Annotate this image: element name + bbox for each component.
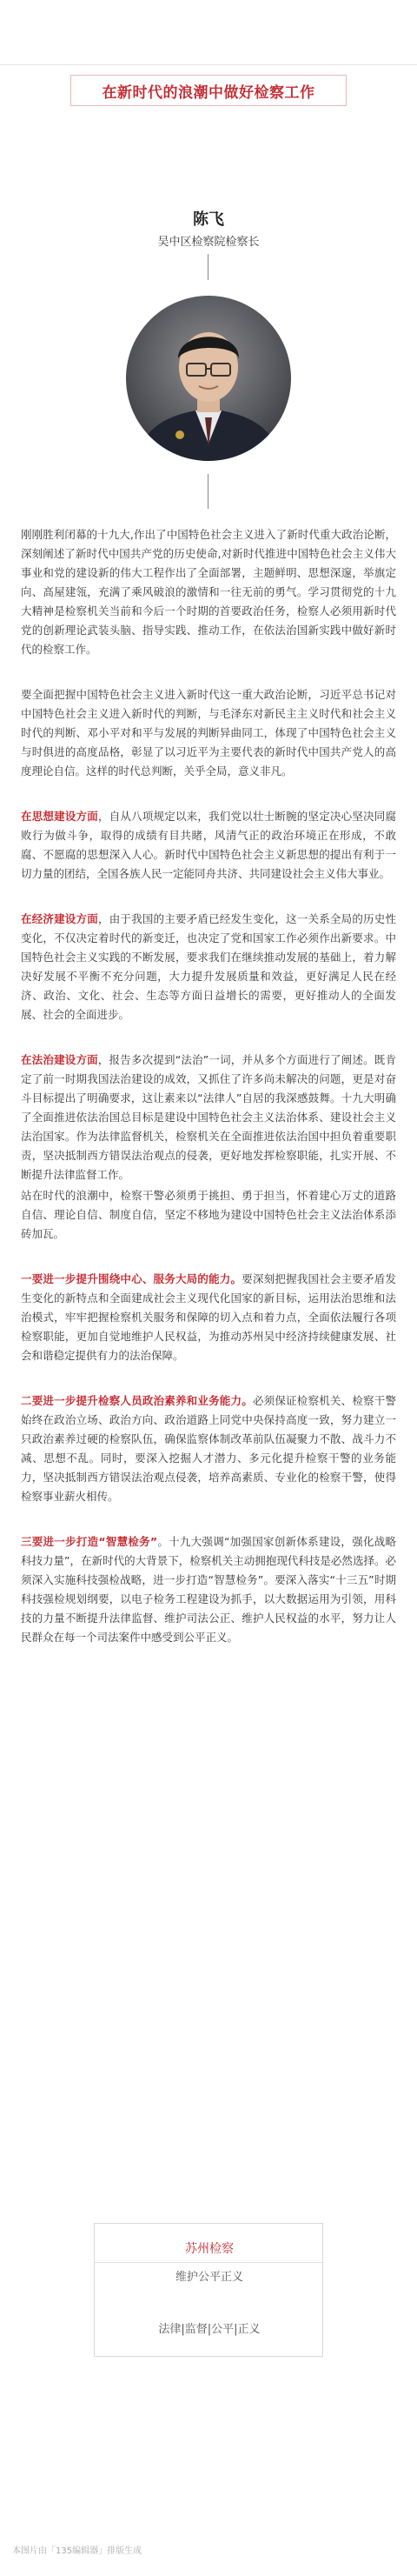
section-lead: 在法治建设方面 [21,1053,98,1066]
portrait-illustration [126,296,291,461]
paragraph-ideology: 在思想建设方面，自从八项规定以来，我们党以壮士断腕的坚定决心坚决同腐败行为做斗争，取得的成绩有目共睹，风清气正的政治环境正在形成，不敢腐、不愿腐的思想深入人心。新时代中国特色社会主义新思想的提出有利于一切力量的团结，全国各族人民一定能同舟共济、共同建设社会主义伟大事业。 [21,810,396,880]
article-body [21,525,396,1673]
paragraph-commitment: 站在时代的浪潮中，检察干警必须勇于挑担、勇于担当，怀着建心万丈的道路自信、理论自信、制度自信，坚定不移地为建设中国特色社会主义法治体系添砖加瓦。 [21,1189,396,1240]
portrait-photo-icon [126,296,291,461]
section-lead: 二要进一步提升检察人员政治素养和业务能力。 [21,1394,253,1407]
section-lead: 在思想建设方面 [21,810,98,823]
paragraph-economy: 在经济建设方面，由于我国的主要矛盾已经发生变化，这一关系全局的历史性变化，不仅决定着时代的新变迁，也决定了党和国家工作必须作出新要求。中国特色社会主义实践的不断发展，要求我们在继续推动发展的基础上，着力解决好发展不平衡不充分问题，大力提升发展质量和效益，更好满足人民在经济、政治、文化、社会、生态等方面日益增长的需要，更好推动人的全面发展、社会的全面进步。 [21,912,396,1021]
author-position: 吴中区检察院检察长 [157,236,260,249]
section-lead: 三要进一步打造“智慧检务” [21,1535,158,1548]
editor-credit: 本图片由「135编辑器」排版生成 [12,2546,142,2556]
top-divider [0,64,417,65]
paragraph-intro: 刚刚胜利闭幕的十九大,作出了中国特色社会主义进入了新时代重大政治论断，深刻阐述了新时代中国共产党的历史使命,对新时代推进中国特色社会主义伟大事业和党的建设新的伟大工程作出了全面部署，主题鲜明、思想深邃，举旗定向、高屋建瓴，充满了乘风破浪的激情和一往无前的勇气。学习贯彻党的十九大精神是检察机关当前和今后一个时期的首要政治任务，检察人必须用新时代党的创新理论武装头脑、指导实践、推动工作，在依法治国新实践中做好新时代的检察工作。 [21,528,396,656]
paragraph-point-one: 一要进一步提升围绕中心、服务大局的能力。要深刻把握我国社会主要矛盾发生变化的新特点和全面建成社会主义现代化国家的新目标，运用法治思维和法治模式，牢牢把握检察机关服务和保障的切入点和着力点，全面依法履行各项检察职能，更加自觉地维护人民权益，为推动苏州吴中经济持续健康发展、社会和谐稳定提供有力的法治保障。 [21,1272,396,1362]
footer-org: 苏州检察 [185,2242,234,2256]
article-title: 在新时代的浪潮中做好检察工作 [102,83,315,102]
article-title-box [70,75,347,106]
section-lead: 在经济建设方面 [21,912,98,925]
footer-card [94,2223,323,2357]
author-name: 陈飞 [193,210,224,229]
paragraph-new-era: 要全面把握中国特色社会主义进入新时代这一重大政治论断，习近平总书记对中国特色社会主义进入新时代的判断，与毛泽东对新民主主义时代和社会主义时代的判断、邓小平对和平与发展的判断异曲同工，体现了中国特色社会主义与时俱进的高度品格，彰显了以习近平为主要代表的新时代中国共产党人的高度理论自信。这样的时代总判断，关乎全局，意义非凡。 [21,688,396,777]
section-lead: 一要进一步提升围绕中心、服务大局的能力。 [21,1272,242,1285]
paragraph-point-three: 三要进一步打造“智慧检务”。十九大强调“加强国家创新体系建设，强化战略科技力量”，在新时代的大背景下，检察机关主动拥抱现代科技是必然选择。必须深入实施科技强检战略，进一步打造“智慧检务”。要深入落实“十三五”时期科技强检规划纲要，以电子检务工程建设为抓手，以大数据运用为引领，用科技的力量不断提升法律监督、维护司法公正、维护人民权益的水平，努力让人民群众在每一个司法案件中感受到公平正义。 [21,1535,396,1644]
paragraph-rule-of-law: 在法治建设方面，报告多次提到“法治”一词，并从多个方面进行了阐述。既肯定了前一时期我国法治建设的成效，又抓住了许多尚未解决的问题，更是对奋斗目标提出了明确要求，这让素来以“法律人”自居的我深感鼓舞。十九大明确了全面推进依法治国总目标是建设中国特色社会主义法治体系、建设社会主义法治国家。作为法律监督机关，检察机关在全面推进依法治国中担负着重要职责，坚决抵制西方错误法治观点的侵袭，更好地发挥检察职能，扎实开展、不断提升法律监督工作。 [21,1053,396,1181]
footer-tags: 法律|监督|公平|正义 [158,2323,261,2336]
paragraph-point-two: 二要进一步提升检察人员政治素养和业务能力。必须保证检察机关、检察干警始终在政治立场、政治方向、政治道路上同党中央保持高度一致，努力建立一只政治素养过硬的检察队伍，确保监察体制改革前队伍凝聚力不散、战斗力不减、思想不乱。同时，要深入挖掘人才潜力、多元化提升检察干警的业务能力，坚决抵制西方错误法治观点侵袭，培养高素质、专业化的检察干警，使得检察事业薪火相传。 [21,1394,396,1503]
footer-divider [95,2262,324,2263]
footer-slogan: 维护公平正义 [175,2271,243,2284]
